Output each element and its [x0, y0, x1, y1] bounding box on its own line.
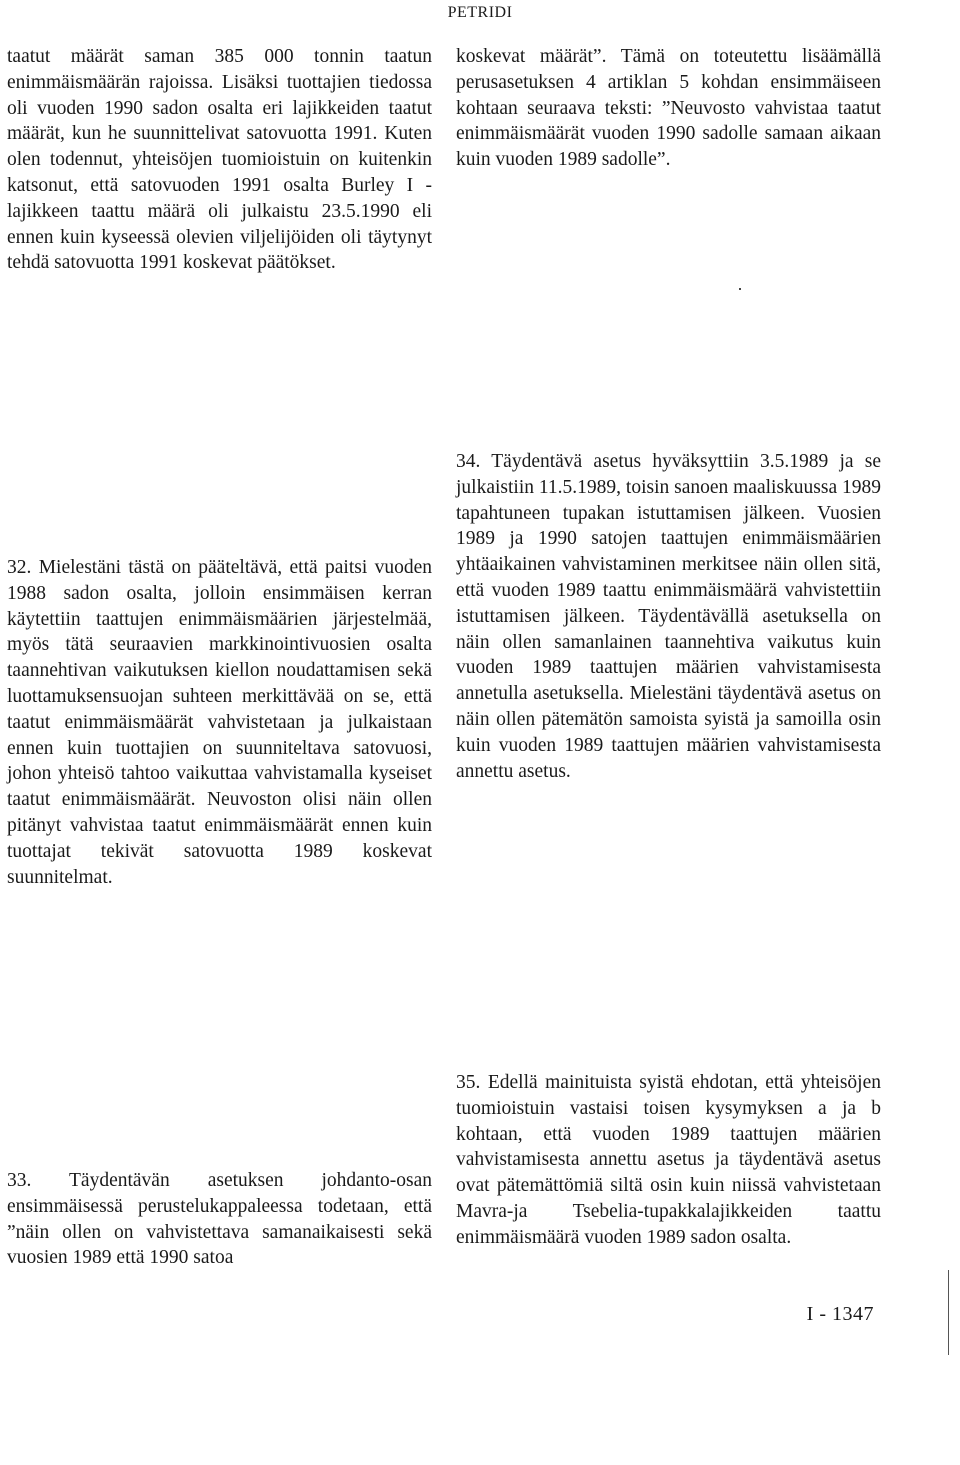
right-continuation-block — [456, 44, 881, 173]
paragraph-33: 33. Täydentävän asetuksen johdanto-osan ensimmäisessä perustelukappaleessa todetaan, että ”näin ollen on vahvistettava samanaikaisesti sekä vuosien 1989 että 1990 satoa — [7, 1170, 432, 1269]
scan-edge-mark — [948, 1270, 949, 1355]
left-continuation-text: taatut määrät saman 385 000 tonnin taatun enimmäismäärän rajoissa. Lisäksi tuottajien tiedossa oli vuoden 1990 sadon osalta eri lajikkeiden taatut määrät, kun he suunnittelivat satovuotta 1991. Kuten olen todennut, yhteisöjen tuomioistuin on kuitenkin katsonut, että satovuoden 1991 osalta Burley I -lajikkeen taattu määrä oli julkaistu 23.5.1990 eli ennen kuin kyseessä olevien viljelijöiden oli täytynyt tehdä satovuotta 1991 koskevat päätökset. — [7, 46, 432, 274]
paragraph-34-block — [456, 449, 881, 784]
paragraph-35-block — [456, 1070, 881, 1251]
paragraph-35: 35. Edellä mainituista syistä ehdotan, että yhteisöjen tuomioistuin vastaisi toisen kysymyksen a ja b kohtaan, että vuoden 1989 taattujen määrien vahvistamisesta annettu asetus ja täydentävä asetus ovat pätemättömiä siltä osin kuin niissä vahvistetaan Mavra-ja Tsebelia-tupakkalajikkeiden taattu enimmäismäärä vuoden 1989 sadon osalta. — [456, 1072, 881, 1248]
paragraph-32: 32. Mielestäni tästä on pääteltävä, että paitsi vuoden 1988 sadon osalta, jolloin ensimmäisen kerran käytettiin taattujen enimmäismäärien järjestelmää, myös tätä seuraavien markkinointivuosien osalta taannehtivan vaikutuksen kiellon noudattamisen sekä luottamuksensuojan suhteen merkittävää on se, että taatut enimmäismäärät vahvistetaan ja julkaistaan ennen kuin tuottajien on suunniteltava satovuosi, johon yhteisö tahtoo vaikuttaa vahvistamalla kyseiset taatut enimmäismäärät. Neuvoston olisi näin ollen pitänyt vahvistaa taatut enimmäismäärät ennen kuin tuottajat tekivät satovuotta 1989 koskevat suunnitelmat. — [7, 557, 432, 888]
paragraph-33-block — [7, 1168, 432, 1271]
right-continuation-text: koskevat määrät”. Tämä on toteutettu lisäämällä perusasetuksen 4 artiklan 5 kohdan ensimmäiseen kohtaan seuraava teksti: ”Neuvosto vahvistaa taatut enimmäismäärät vuoden 1990 sadolle samaan aikaan kuin vuoden 1989 sadolle”. — [456, 46, 881, 171]
left-continuation-block — [7, 44, 432, 276]
page-number: I - 1347 — [806, 1303, 874, 1325]
running-header: PETRIDI — [447, 4, 513, 21]
paragraph-34: 34. Täydentävä asetus hyväksyttiin 3.5.1989 ja se julkaistiin 11.5.1989, toisin sanoen maaliskuussa 1989 tapahtuneen tupakan istuttamisen jälkeen. Vuosien 1989 ja 1990 satojen taattujen enimmäismäärien yhtäaikainen vahvistaminen merkitsee näin ollen sitä, että vuoden 1989 taattu enimmäismäärä vahvistettiin istuttamisen jälkeen. Täydentävällä asetuksella on näin ollen samanlainen taannehtiva vaikutus kuin vuoden 1989 taattujen määrien vahvistamisesta annetulla asetuksella. Mielestäni täydentävä asetus on näin ollen pätemätön samoista syistä ja samoilla osin kuin vuoden 1989 taattujen määrien vahvistamisesta annettu asetus. — [456, 451, 882, 782]
paragraph-32-block — [7, 555, 432, 890]
scan-speck — [739, 288, 741, 290]
